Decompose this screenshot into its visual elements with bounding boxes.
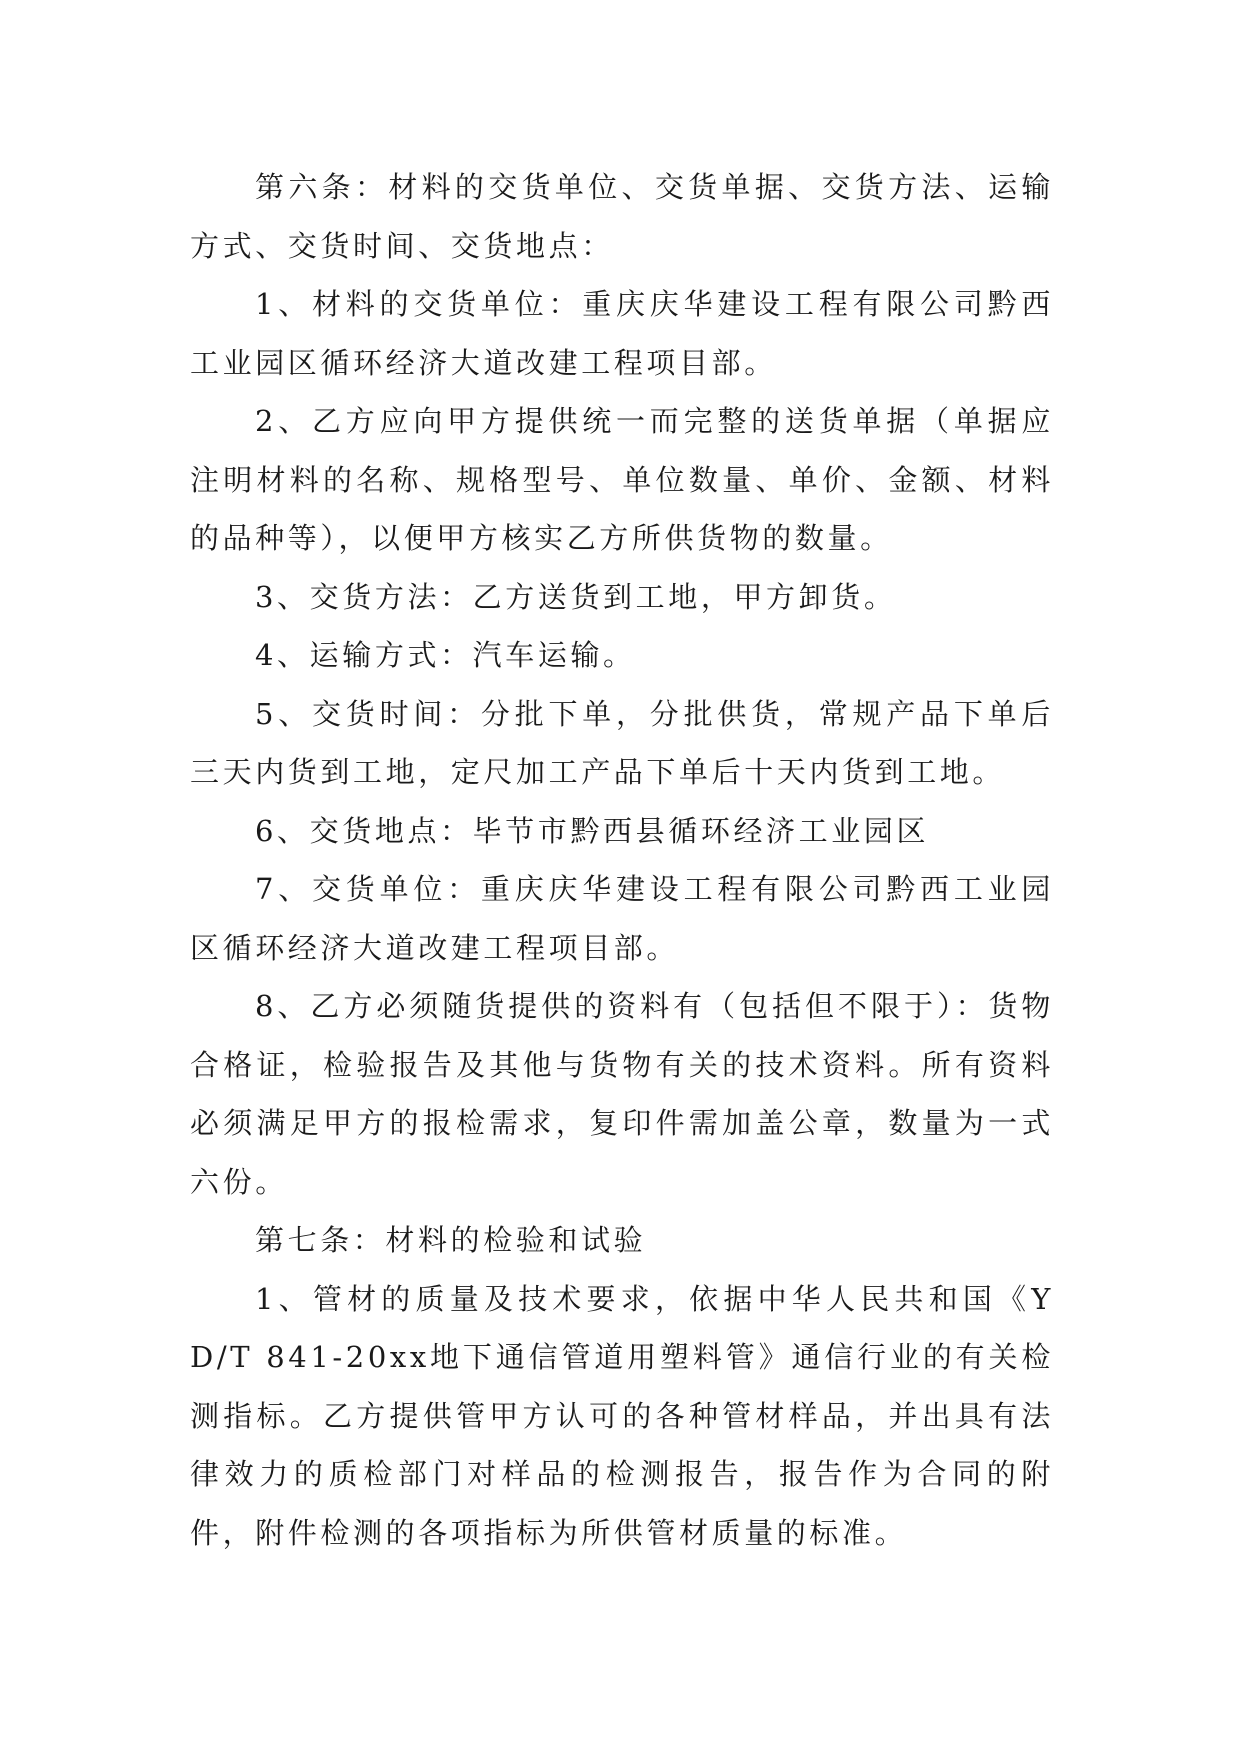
- article-6-item-4: 4、运输方式：汽车运输。: [255, 638, 636, 672]
- article-6-item-6: 6、交货地点：毕节市黔西县循环经济工业园区: [255, 813, 930, 848]
- article-6-heading: 第六条：材料的交货单位、交货单据、交货方法、运输方式、交货时间、交货地点：: [190, 170, 1054, 263]
- article-6-item-5: 5、交货时间：分批下单，分批供货，常规产品下单后三天内货到工地，定尺加工产品下单后十天内货到工地。: [190, 696, 1054, 789]
- article-6-item-2: 2、乙方应向甲方提供统一而完整的送货单据（单据应注明材料的名称、规格型号、单位数量、单价、金额、材料的品种等），以便甲方核实乙方所供货物的数量。: [190, 404, 1054, 555]
- document-body: [190, 158, 1054, 1562]
- article-7-heading: 第七条：材料的检验和试验: [255, 1223, 647, 1257]
- article-6-item-1: 1、材料的交货单位：重庆庆华建设工程有限公司黔西工业园区循环经济大道改建工程项目部。: [190, 287, 1054, 380]
- article-6-item-8: 8、乙方必须随货提供的资料有（包括但不限于）：货物合格证，检验报告及其他与货物有关的技术资料。所有资料必须满足甲方的报检需求，复印件需加盖公章，数量为一式六份。: [190, 989, 1054, 1199]
- article-7-item-1: 1、管材的质量及技术要求，依据中华人民共和国《YD/T 841-20xx地下通信管道用塑料管》通信行业的有关检测指标。乙方提供管甲方认可的各种管材样品，并出具有法律效力的质检部门对样品的检测报告，报告作为合同的附件，附件检测的各项指标为所供管材质量的标准。: [190, 1281, 1054, 1550]
- article-6-item-3: 3、交货方法：乙方送货到工地，甲方卸货。: [255, 579, 897, 614]
- article-6-item-7: 7、交货单位：重庆庆华建设工程有限公司黔西工业园区循环经济大道改建工程项目部。: [190, 872, 1054, 965]
